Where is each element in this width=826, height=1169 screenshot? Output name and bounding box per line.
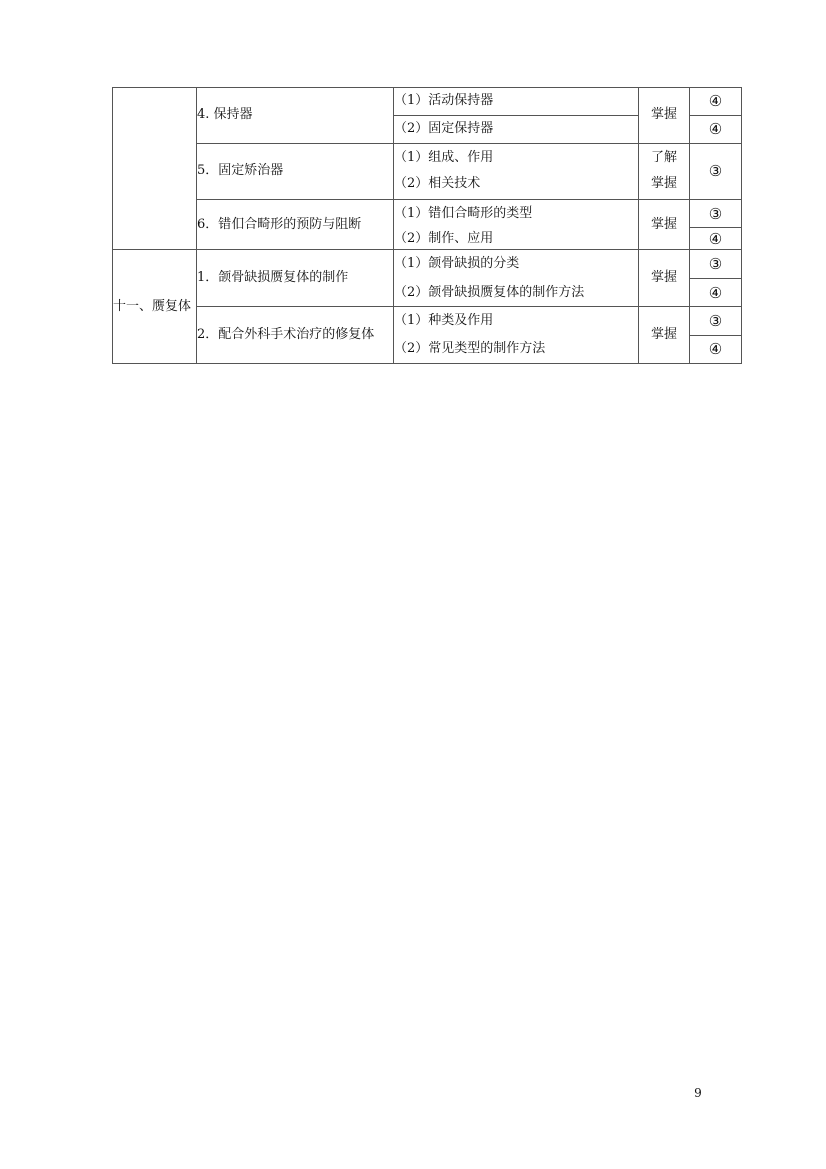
grade-mark: ③ [708,205,723,223]
level-label: 了解 [650,150,677,165]
table-border-bottom [112,363,741,364]
unit-label: 十一、赝复体 [113,299,192,314]
grade-separator [689,278,741,279]
table-border-top [112,87,741,88]
level-label: 掌握 [650,176,677,191]
section-separator [196,143,741,144]
content-item: （1）错㐰合畸形的类型 [394,206,533,221]
grade-mark: ③ [708,312,723,330]
grade-mark: ④ [708,120,723,138]
topic-label: 1．颌骨缺损赝复体的制作 [197,270,349,285]
unit-separator [112,249,741,250]
grade-mark: ④ [708,284,723,302]
content-item: （2）颌骨缺损赝复体的制作方法 [394,285,585,300]
table-border-right [741,87,742,364]
content-item: （1）颌骨缺损的分类 [394,256,520,271]
content-item: （2）相关技术 [394,176,481,191]
grade-mark: ④ [708,230,723,248]
grade-mark: ③ [708,255,723,273]
section-separator [196,306,741,307]
grade-separator [689,335,741,336]
level-label: 掌握 [650,270,677,285]
content-item: （2）制作、应用 [394,231,494,246]
topic-label: 2．配合外科手术治疗的修复体 [197,327,375,342]
topic-label: 4. 保持器 [197,107,253,122]
grade-separator [689,115,741,116]
level-label: 掌握 [650,327,677,342]
grade-mark: ④ [708,340,723,358]
level-label: 掌握 [650,107,677,122]
level-label: 掌握 [650,217,677,232]
page-number: 9 [694,1086,702,1100]
grade-mark: ③ [708,162,723,180]
topic-label: 5．固定矫治器 [197,163,284,178]
content-item: （1）活动保持器 [394,93,494,108]
content-item: （1）种类及作用 [394,313,494,328]
content-item: （2）常见类型的制作方法 [394,341,546,356]
topic-label: 6．错㐰合畸形的预防与阻断 [197,217,362,232]
grade-separator [689,227,741,228]
table-border-left [112,87,113,364]
content-item: （1）组成、作用 [394,150,494,165]
item-separator [393,115,638,116]
grade-mark: ④ [708,92,723,110]
section-separator [196,199,741,200]
content-item: （2）固定保持器 [394,121,494,136]
